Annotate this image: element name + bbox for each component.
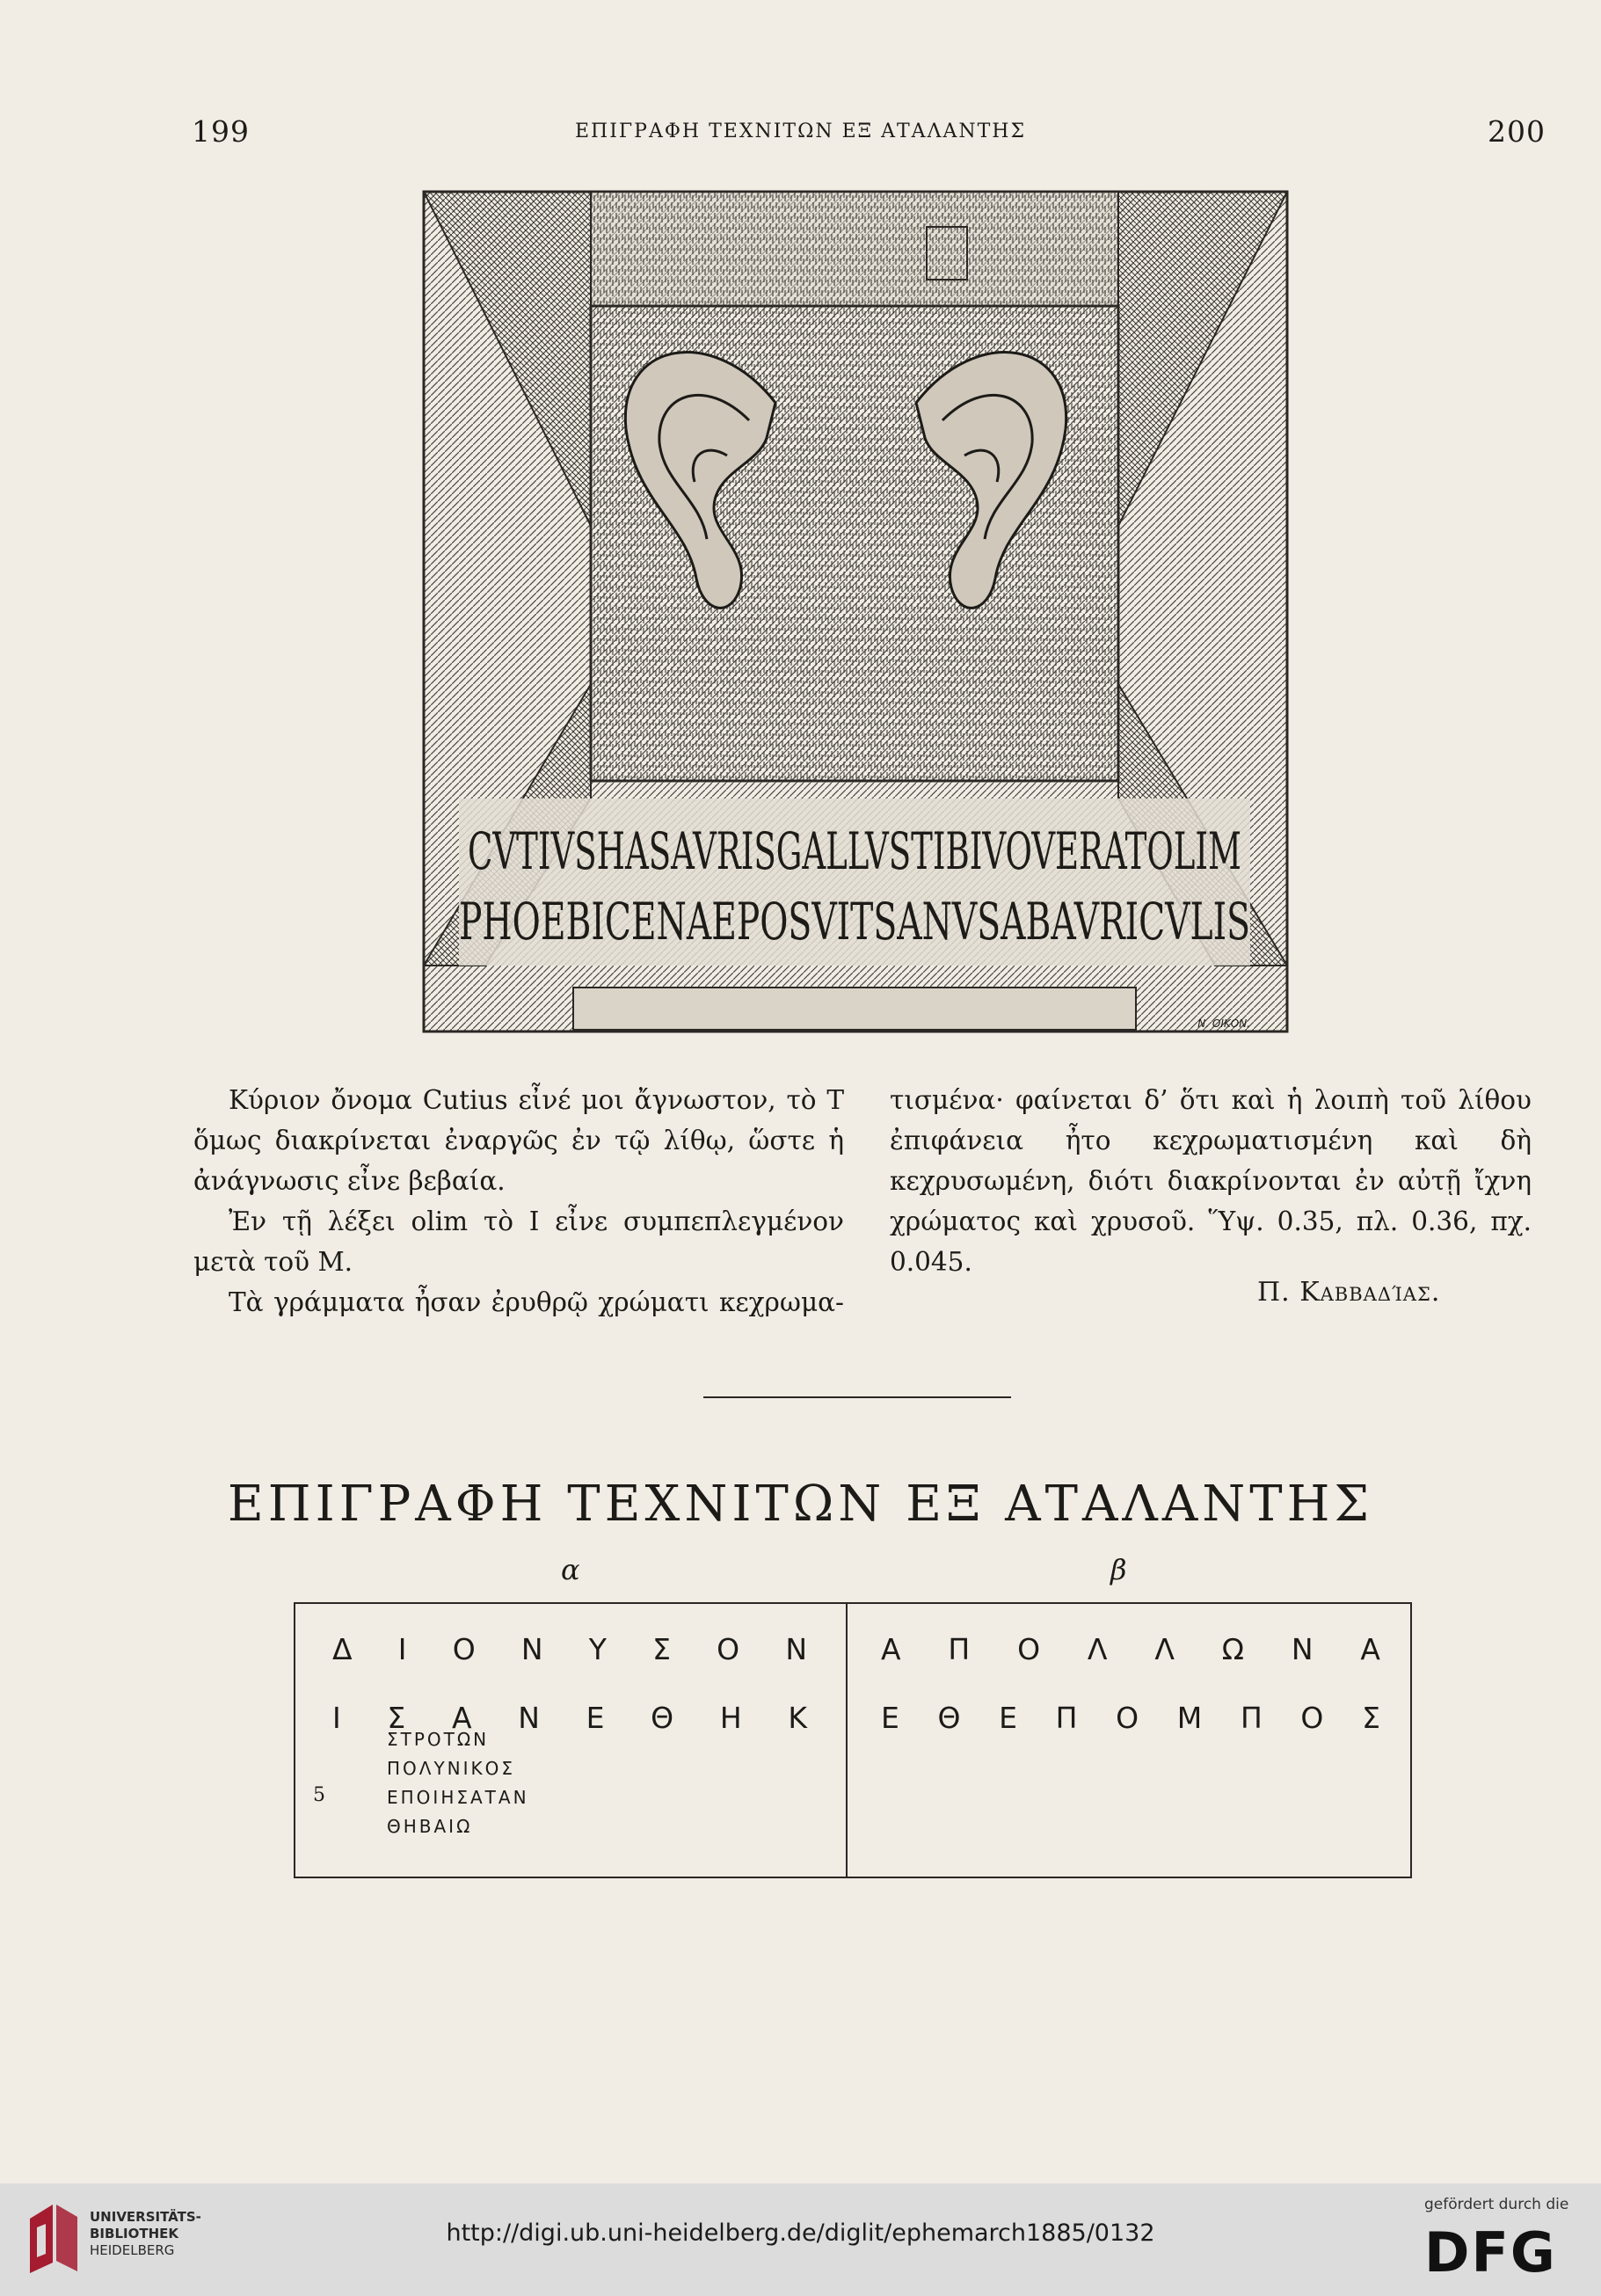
running-title: ΕΠΙΓΡΑΦΗ ΤΕΧΝΙΤΩΝ ΕΞ ΑΤΑΛΑΝΤΗΣ xyxy=(574,120,1027,142)
inscription-b-line2: Ε Θ Ε Π Ο Μ Π Ο Σ xyxy=(881,1701,1380,1735)
inscription-a-line3: ΣΤΡΟΤΩΝ xyxy=(387,1729,490,1750)
library-name-line1: UNIVERSITÄTS- xyxy=(90,2209,201,2225)
author-signature: Π. Καββαδίας. xyxy=(1257,1277,1441,1308)
commentary-left-column xyxy=(193,1080,844,1323)
commentary-right-column xyxy=(890,1080,1532,1282)
engraver-signature: Ν. ΟΙΚΟΝ. xyxy=(1197,1017,1250,1030)
dfg-logo: DFG xyxy=(1424,2220,1557,2285)
paragraph: Κύριον ὄνομα Cutius εἶνέ μοι ἄγνωστον, τὸ T ὅμως διακρίνεται ἐναργῶς ἐν τῷ λίθῳ, ὥστε ἡ ἀνάγνωσις εἶνε βεβαία. xyxy=(193,1085,844,1196)
library-name-line2: BIBLIOTHEK xyxy=(90,2226,178,2241)
inscription-a-line2: Ι Σ Α Ν Ε Θ Η Κ xyxy=(332,1701,807,1735)
inscription-a-line5: ΕΠΟΙΗΣΑΤΑΝ xyxy=(387,1787,529,1808)
relief-inscription-line2: PHOEBICENAEPOSVITSANVSABAVRICVLIS xyxy=(459,892,1250,951)
section-divider xyxy=(703,1396,1011,1398)
inscription-column-divider xyxy=(846,1602,848,1878)
inscription-a-line4: ΠΟΛΥΝΙΚΟΣ xyxy=(387,1758,516,1779)
inscription-a-line6: ΘΗΒΑΙΩ xyxy=(387,1816,473,1837)
page-number-left: 199 xyxy=(192,114,250,149)
inscription-b-line1: Α Π Ο Λ Λ Ω Ν Α xyxy=(881,1632,1380,1666)
page-number-right: 200 xyxy=(1488,114,1546,149)
column-marker-a: α xyxy=(561,1553,580,1586)
funding-note: gefördert durch die xyxy=(1424,2196,1569,2213)
paragraph: τισμένα· φαίνεται δ’ ὅτι καὶ ἡ λοιπὴ τοῦ λίθου ἐπιφάνεια ἦτο κεχρωματισμένη καὶ δὴ κεχρυσωμένη, διότι διακρίνονται ἐν αὐτῇ ἴχνη χρώματος καὶ χρυσοῦ. Ὕψ. 0.35, πλ. 0.36, πχ. 0.045. xyxy=(890,1085,1532,1277)
library-name-line3: HEIDELBERG xyxy=(90,2242,175,2258)
source-url-link[interactable]: http://digi.ub.uni-heidelberg.de/diglit/ephemarch1885/0132 xyxy=(446,2219,1155,2247)
line-number: 5 xyxy=(313,1784,325,1806)
inscription-a-line1: Δ Ι Ο Ν Υ Σ Ο Ν xyxy=(332,1632,807,1666)
votive-relief-engraving xyxy=(424,192,1287,1034)
column-marker-b: β xyxy=(1110,1553,1127,1586)
section-title: ΕΠΙΓΡΑΦΗ ΤΕΧΝΙΤΩΝ ΕΞ ΑΤΑΛΑΝΤΗΣ xyxy=(227,1476,1374,1533)
paragraph: Τὰ γράμματα ἦσαν ἐρυθρῷ χρώματι κεχρωμα- xyxy=(229,1287,844,1317)
paragraph: Ἐν τῇ λέξει olim τὸ I εἶνε συμπεπλεγμένον μετὰ τοῦ M. xyxy=(193,1206,844,1277)
relief-inscription-line1: CVTIVSHASAVRISGALLVSTIBIVOVERATOLIM xyxy=(468,821,1241,881)
